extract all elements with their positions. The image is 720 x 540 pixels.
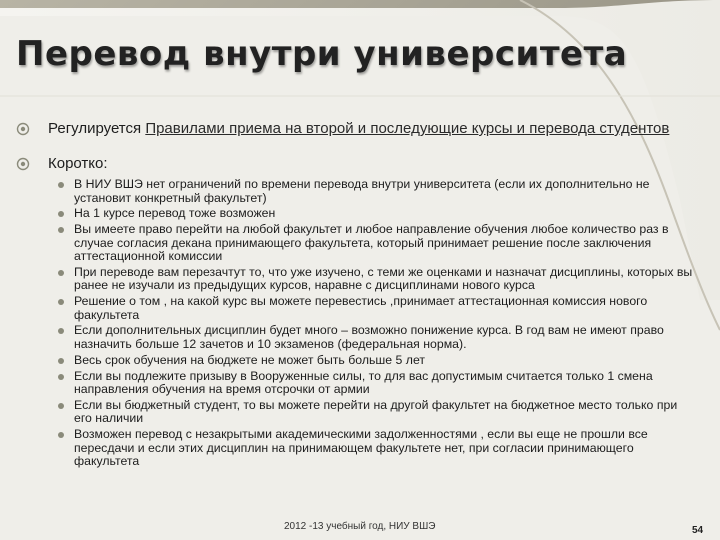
list-item [58,178,698,205]
dot-icon [58,227,64,233]
list-item-text: Весь срок обучения на бюджете не может быть больше 5 лет [74,352,426,367]
list-item-text: Если вы бюджетный студент, то вы можете перейти на другой факультет на бюджетное место только при его наличии [74,397,678,426]
dot-icon [58,374,64,380]
dot-icon [58,182,64,188]
bullet-regulation-text [16,121,696,136]
list-item [58,207,698,221]
list-item [58,370,698,397]
list-item-text: Решение о том , на какой курс вы можете перевестись ,принимает аттестационная комиссия нового факультета [74,294,648,322]
list-item-text: В НИУ ВШЭ нет ограничений по времени перевода внутри университета (если их дополнительно не установит конкретный факультет) [74,177,650,205]
dot-icon [58,358,64,364]
dot-icon [58,432,64,438]
bullet-summary [16,156,696,171]
list-item-text: Если вы подлежите призыву в Вооруженные силы, то для вас допустимым считается только 1 смена направления обучения на время отсрочки от армии [74,368,653,397]
dot-icon [58,403,64,409]
list-item [58,266,698,293]
list-item [58,428,698,469]
bullet-summary-text [16,156,696,171]
list-item-text: Возможен перевод с незакрытыми академическими задолженностями , если вы еще не прошли все пересдачи и если этих дисциплин на принимающем факультете нет, при согласии принимающего факультета [74,427,648,469]
list-item-text: При переводе вам перезачтут то, что уже изучено, с теми же оценками и назначат дисциплины, которых вы ранее не изучали из предыдущих курсов, наравне с дисциплинами нового курса [74,264,693,293]
circled-dot-icon [16,157,30,171]
circled-dot-icon [16,122,30,136]
bullet-summary-label: Коротко: [48,155,108,172]
list-item [58,295,698,322]
slide-footer: 2012 -13 учебный год, НИУ ВШЭ [284,521,436,532]
dot-icon [58,299,64,305]
list-item [58,324,698,351]
dot-icon [58,270,64,276]
list-item [58,354,698,368]
list-item [58,399,698,426]
list-item-text: Если дополнительных дисциплин будет много – возможно понижение курса. В год вам не имеют право назначить больше 12 зачетов и 10 экзаменов (федеральная норма). [74,323,664,351]
list-item-text: Вы имеете право перейти на любой факультет и любое направление обучения любое количество раз в случае согласия декана принимающего факультета, который принимает решение после заключения аттестационной комиссии [74,222,669,264]
dot-icon [58,211,64,217]
bullet-regulation-prefix: Регулируется [48,120,146,137]
bullet-regulation [16,121,696,136]
dot-icon [58,328,64,334]
page-number: 54 [692,525,704,536]
list-item-text: На 1 курсе перевод тоже возможен [74,206,276,221]
slide-title: Перевод внутри университета [16,34,628,74]
rules-link[interactable]: Правилами приема на второй и последующие курсы и перевода студентов [145,120,670,137]
sub-bullet-list [58,178,698,471]
list-item [58,223,698,264]
